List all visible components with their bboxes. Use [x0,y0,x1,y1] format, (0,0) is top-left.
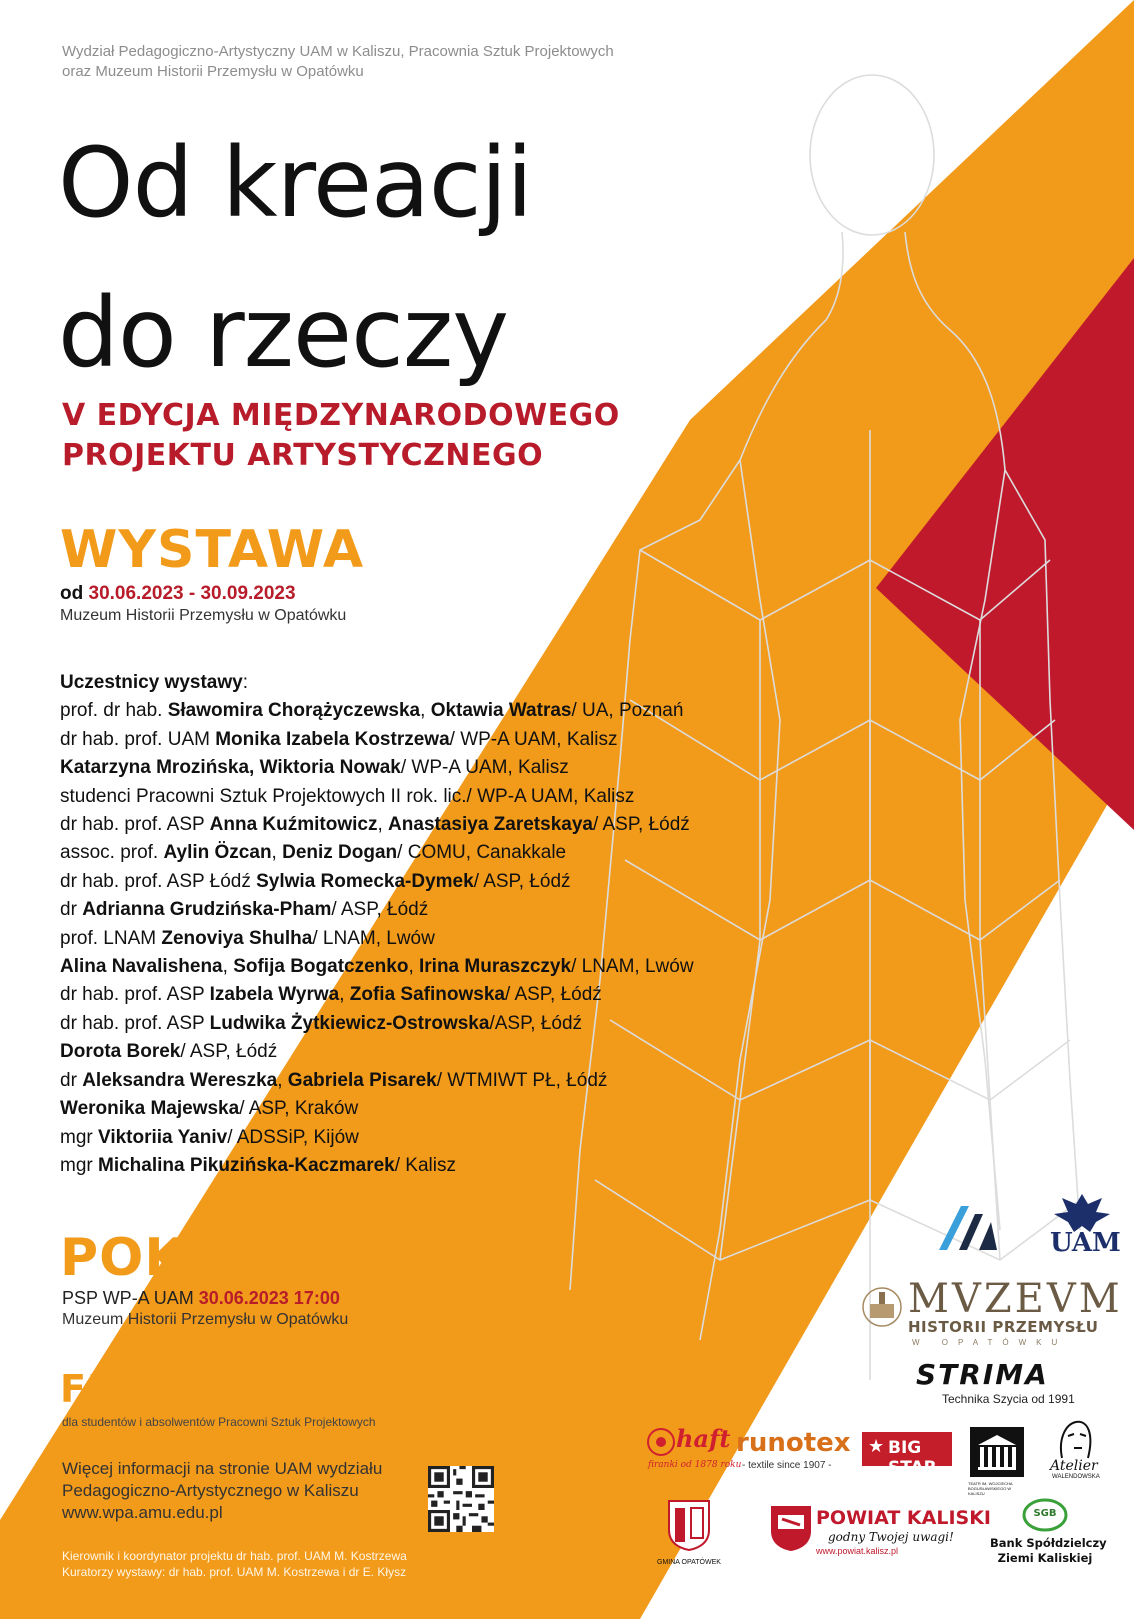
participant-affiliation: mgr [60,1154,98,1176]
powiat-coat-of-arms-icon [768,1503,814,1553]
participant-affiliation: / LNAM, Lwów [312,927,435,949]
muzeum-building-icon [862,1282,902,1332]
participant-name: Izabela Wyrwa [209,984,340,1006]
participant-name: Anastasiya Zaretskaya [388,814,593,836]
participant-name: Weronika Majewska [60,1098,240,1120]
participant-affiliation: , [408,956,419,978]
participant-affiliation: dr hab. prof. ASP [60,1012,210,1034]
participant-line [60,981,694,1009]
participant-affiliation: / ASP, Łódź [331,899,429,921]
participant-line [60,1152,694,1180]
atelier-logo: Atelier [1050,1458,1098,1474]
show-heading: POKAZ [60,1228,266,1288]
participant-name: Alina Navalishena [60,956,223,978]
participant-affiliation: mgr [60,1126,98,1148]
participant-affiliation: / ASP, Łódź [504,984,602,1006]
participant-name: Anna Kuźmitowicz [209,814,378,836]
bank-line-1: Bank Spółdzielczy [990,1536,1107,1550]
participant-affiliation: / LNAM, Lwów [571,956,694,978]
participant-name: Katarzyna Mrozińska, Wiktoria Nowak [60,757,401,779]
participant-name: Zenoviya Shulha [161,927,313,949]
participant-line [60,1095,694,1123]
powiat-logo: POWIAT KALISKI [816,1507,991,1529]
participant-affiliation: / ASP, Łódź [592,814,690,836]
participant-affiliation: dr hab. prof. UAM [60,728,216,750]
participant-affiliation: , [271,842,283,864]
participant-affiliation: prof. LNAM [60,927,162,949]
participant-affiliation: dr [60,1069,83,1091]
participant-name: Adrianna Grudzińska-Pham [82,899,332,921]
participant-line [60,754,694,782]
participant-affiliation: studenci Pracowni Sztuk Projektowych II rok. lic./ WP-A UAM, Kalisz [60,785,635,807]
muzeum-logo-sub: HISTORII PRZEMYSŁU [908,1318,1099,1336]
participant-affiliation: / WTMIWT PŁ, Łódź [436,1069,608,1091]
participant-name: Monika Izabela Kostrzewa [215,728,450,750]
participant-line [60,868,694,896]
participant-affiliation: , [420,700,431,722]
participants-list [60,669,694,1180]
gmina-logo-text: GMINA OPATÓWEK [657,1559,721,1566]
haft-flower-icon [646,1427,676,1457]
show-details [62,1286,340,1310]
bank-line-2: Ziemi Kaliskiej [997,1551,1093,1565]
credits-line-2: Kuratorzy wystawy: dr hab. prof. UAM M. Kostrzewa i dr E. Kłysz [62,1565,407,1579]
organizers-line-1: Wydział Pedagogiczno-Artystyczny UAM w Kaliszu, Pracownia Sztuk Projektowych [62,43,614,60]
wpa-logo-icon [935,1200,1003,1254]
info-line-1: Więcej informacji na stronie UAM wydziału [62,1459,383,1478]
organizers-text [62,42,614,82]
organizers-line-2: oraz Muzeum Historii Przemysłu w Opatówku [62,63,364,80]
participant-affiliation: / ASP, Łódź [473,870,571,892]
participant-name: Aylin Özcan [163,842,272,864]
participant-line [60,726,694,754]
strima-tagline: Technika Szycia od 1991 [942,1392,1075,1406]
muzeum-logo-small: W OPATÓWKU [912,1338,1068,1347]
teatr-building-icon [968,1425,1026,1479]
participant-name: Deniz Dogan [282,842,398,864]
exhibition-date-prefix: od [60,583,84,604]
participant-affiliation: / WP-A UAM, Kalisz [400,757,569,779]
participant-line [60,953,694,981]
participant-name: Michalina Pikuzińska-Kaczmarek [98,1154,395,1176]
participant-affiliation: , [277,1069,288,1091]
title-line-2: do rzeczy [58,277,509,389]
gmina-coat-of-arms-icon [666,1498,712,1552]
muzeum-logo-main: MVZEVM [908,1276,1123,1322]
participant-line [60,811,694,839]
participant-name: Ludwika Żytkiewicz-Ostrowska [209,1012,490,1034]
bigstar-logo: BIG STAR [888,1438,937,1478]
atelier-logo-sub: WALENDOWSKA [1052,1474,1100,1480]
runotex-logo: runotex [736,1428,851,1458]
participant-affiliation: dr hab. prof. ASP [60,814,210,836]
participant-affiliation: , [339,984,350,1006]
participants-heading: Uczestnicy wystawy [60,672,243,693]
participant-line [60,697,694,725]
show-prefix: PSP WP-A UAM [62,1288,194,1308]
participant-affiliation: assoc. prof. [60,842,164,864]
star-icon: ★ [868,1436,885,1456]
participant-name: Sławomira Chorążyczewska [167,700,421,722]
participant-name: Sofija Bogatczenko [233,956,409,978]
participant-affiliation: , [377,814,389,836]
final-heading: FINAŁ KONKURSU [60,1367,452,1411]
final-subtitle: dla studentów i absolwentów Pracowni Sztuk Projektowych [62,1415,376,1429]
participant-line [60,783,694,811]
exhibition-date-range: 30.06.2023 - 30.09.2023 [88,583,296,604]
more-info [62,1458,382,1524]
participant-affiliation: dr hab. prof. ASP [60,984,210,1006]
haft-logo: haft [676,1424,731,1453]
exhibition-heading: WYSTAWA [60,520,365,580]
strima-logo: STRIMA [916,1358,1049,1391]
participant-line [60,1067,694,1095]
participant-line [60,839,694,867]
participant-name: Dorota Borek [60,1041,181,1063]
participants-heading-line: Uczestnicy wystawy: [60,672,248,693]
participant-line [60,1124,694,1152]
participant-line [60,1010,694,1038]
poster-subtitle [62,396,620,476]
participant-affiliation: / Kalisz [394,1154,456,1176]
credits-line-1: Kierownik i koordynator projektu dr hab. prof. UAM M. Kostrzewa [62,1549,407,1563]
qr-code[interactable] [428,1466,494,1532]
participant-name: Irina Muraszczyk [419,956,572,978]
participant-affiliation: dr [60,899,83,921]
participant-affiliation: , [222,956,234,978]
poster-title [58,108,532,408]
runotex-tagline: - textile since 1907 - [742,1460,832,1471]
participant-affiliation: / UA, Poznań [571,700,684,722]
participant-name: Gabriela Pisarek [287,1069,437,1091]
teatr-logo-text: TEATR IM. WOJCIECHA BOGUSŁAWSKIEGO W KALISZU [968,1481,1013,1496]
atelier-face-icon [1052,1418,1098,1462]
exhibition-place: Muzeum Historii Przemysłu w Opatówku [60,607,347,624]
participant-name: Oktawia Watras [430,700,572,722]
powiat-tagline: godny Twojej uwagi! [828,1530,954,1544]
subtitle-line-1: V EDYCJA MIĘDZYNARODOWEGO [62,398,620,433]
participant-affiliation: dr hab. prof. ASP Łódź [60,870,257,892]
uam-logo-text: UAM [1050,1228,1121,1258]
participant-affiliation: prof. dr hab. [60,700,168,722]
info-url[interactable]: www.wpa.amu.edu.pl [62,1503,223,1522]
info-line-2: Pedagogiczno-Artystycznego w Kaliszu [62,1481,359,1500]
sgb-logo-text: SGB [1033,1508,1057,1519]
haft-tagline: firanki od 1878 roku [648,1460,742,1470]
participant-name: Sylwia Romecka-Dymek [256,870,474,892]
participant-affiliation: / WP-A UAM, Kalisz [449,728,618,750]
participant-affiliation: / ASP, Kraków [239,1098,359,1120]
exhibition-dates [60,582,296,606]
participant-affiliation: / ADSSiP, Kijów [227,1126,359,1148]
credits [62,1548,407,1580]
bigstar-badge [862,1432,952,1478]
powiat-url: www.powiat.kalisz.pl [816,1546,899,1556]
title-line-1: Od kreacji [58,127,532,239]
participant-name: Aleksandra Wereszka [82,1069,278,1091]
participant-affiliation: / ASP, Łódź [180,1041,278,1063]
participant-line [60,1038,694,1066]
participant-affiliation: / COMU, Canakkale [397,842,567,864]
participant-line [60,925,694,953]
participant-name: Viktoriia Yaniv [98,1126,228,1148]
show-place: Muzeum Historii Przemysłu w Opatówku [62,1311,349,1328]
participant-line [60,896,694,924]
show-datetime: 30.06.2023 17:00 [198,1288,340,1308]
participant-affiliation: /ASP, Łódź [489,1012,583,1034]
participant-name: Zofia Safinowska [349,984,505,1006]
subtitle-line-2: PROJEKTU ARTYSTYCZNEGO [62,438,544,473]
